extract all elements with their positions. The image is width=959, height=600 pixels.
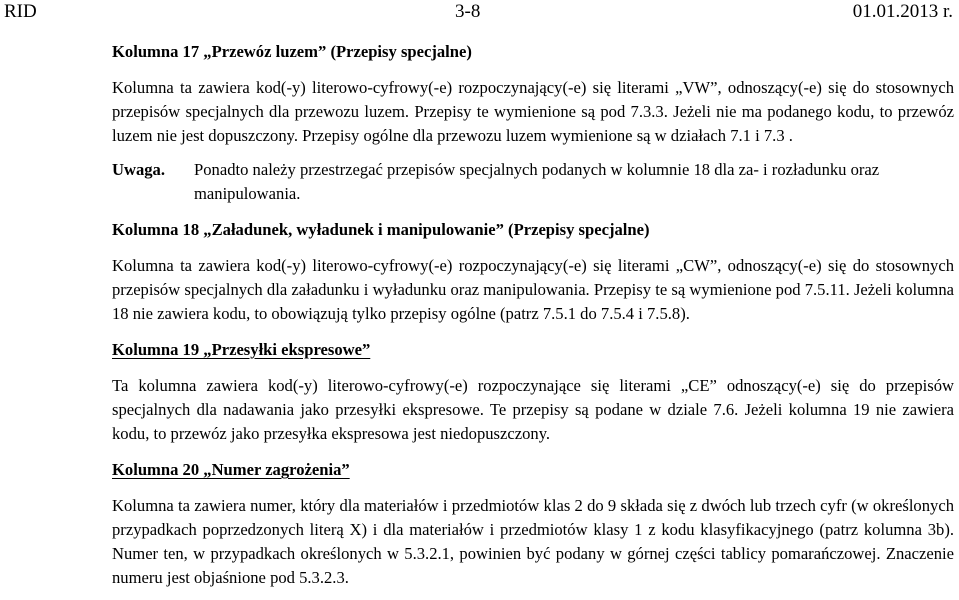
note-text: Ponadto należy przestrzegać przepisów specjalnych podanych w kolumnie 18 dla za- i rozładunku oraz manipulowania. [194, 160, 880, 203]
section-column-20 [112, 458, 954, 590]
page-header [0, 0, 959, 26]
section-paragraph: Ta kolumna zawiera kod(-y) literowo-cyfrowy(-e) rozpoczynające się literami „CE” odnoszący(-e) się do przepisów specjalnych dla nadawania jako przesyłki ekspresowe. Te przepisy są podane w dziale 7.6. Jeżeli kolumna 19 nie zawiera kodu, to przewóz jako przesyłka ekspresowa jest niedopuszczony. [112, 376, 954, 443]
document-body [112, 40, 954, 590]
section-paragraph: Kolumna ta zawiera numer, który dla materiałów i przedmiotów klas 2 do 9 składa się z dwóch lub trzech cyfr (w określonych przypadkach poprzedzonych literą X) i dla materiałów i przedmiotów klasy 1 z kodu klasyfikacyjnego (patrz kolumna 3b). Numer ten, w przypadkach określonych w 5.3.2.1, powinien być podany w górnej części tablicy pomarańczowej. Znaczenie numeru jest objaśnione pod 5.3.2.3. [112, 496, 954, 587]
section-column-17 [112, 40, 954, 206]
header-date: 01.01.2013 r. [852, 1, 953, 22]
section-paragraph: Kolumna ta zawiera kod(-y) literowo-cyfrowy(-e) rozpoczynający(-e) się literami „CW”, odnoszący(-e) się do stosownych przepisów specjalnych dla załadunku i wyładunku oraz manipulowania. Przepisy te są wymienione pod 7.5.11. Jeżeli kolumna 18 nie zawiera kodu, to obowiązują tylko przepisy ogólne (patrz 7.5.1 do 7.5.4 i 7.5.8). [112, 256, 954, 323]
section-heading: Kolumna 20 „Numer zagrożenia” [112, 460, 350, 479]
section-column-19 [112, 338, 954, 446]
section-heading: Kolumna 18 „Załadunek, wyładunek i manipulowanie” (Przepisy specjalne) [112, 220, 650, 239]
section-column-18 [112, 218, 954, 326]
section-paragraph: Kolumna ta zawiera kod(-y) literowo-cyfrowy(-e) rozpoczynający(-e) się literami „VW”, odnoszący(-e) się do stosownych przepisów specjalnych dla przewozu luzem. Przepisy te wymienione są pod 7.3.3. Jeżeli nie ma podanego kodu, to przewóz luzem nie jest dopuszczony. Przepisy ogólne dla przewozu luzem wymienione są w działach 7.1 i 7.3 . [112, 78, 954, 145]
note-label: Uwaga. [112, 160, 166, 179]
section-heading: Kolumna 17 „Przewóz luzem” (Przepisy specjalne) [112, 42, 472, 61]
header-publication: RID [4, 1, 37, 22]
header-page-number: 3-8 [455, 1, 481, 22]
note-block [112, 158, 954, 206]
section-heading: Kolumna 19 „Przesyłki ekspresowe” [112, 340, 371, 359]
